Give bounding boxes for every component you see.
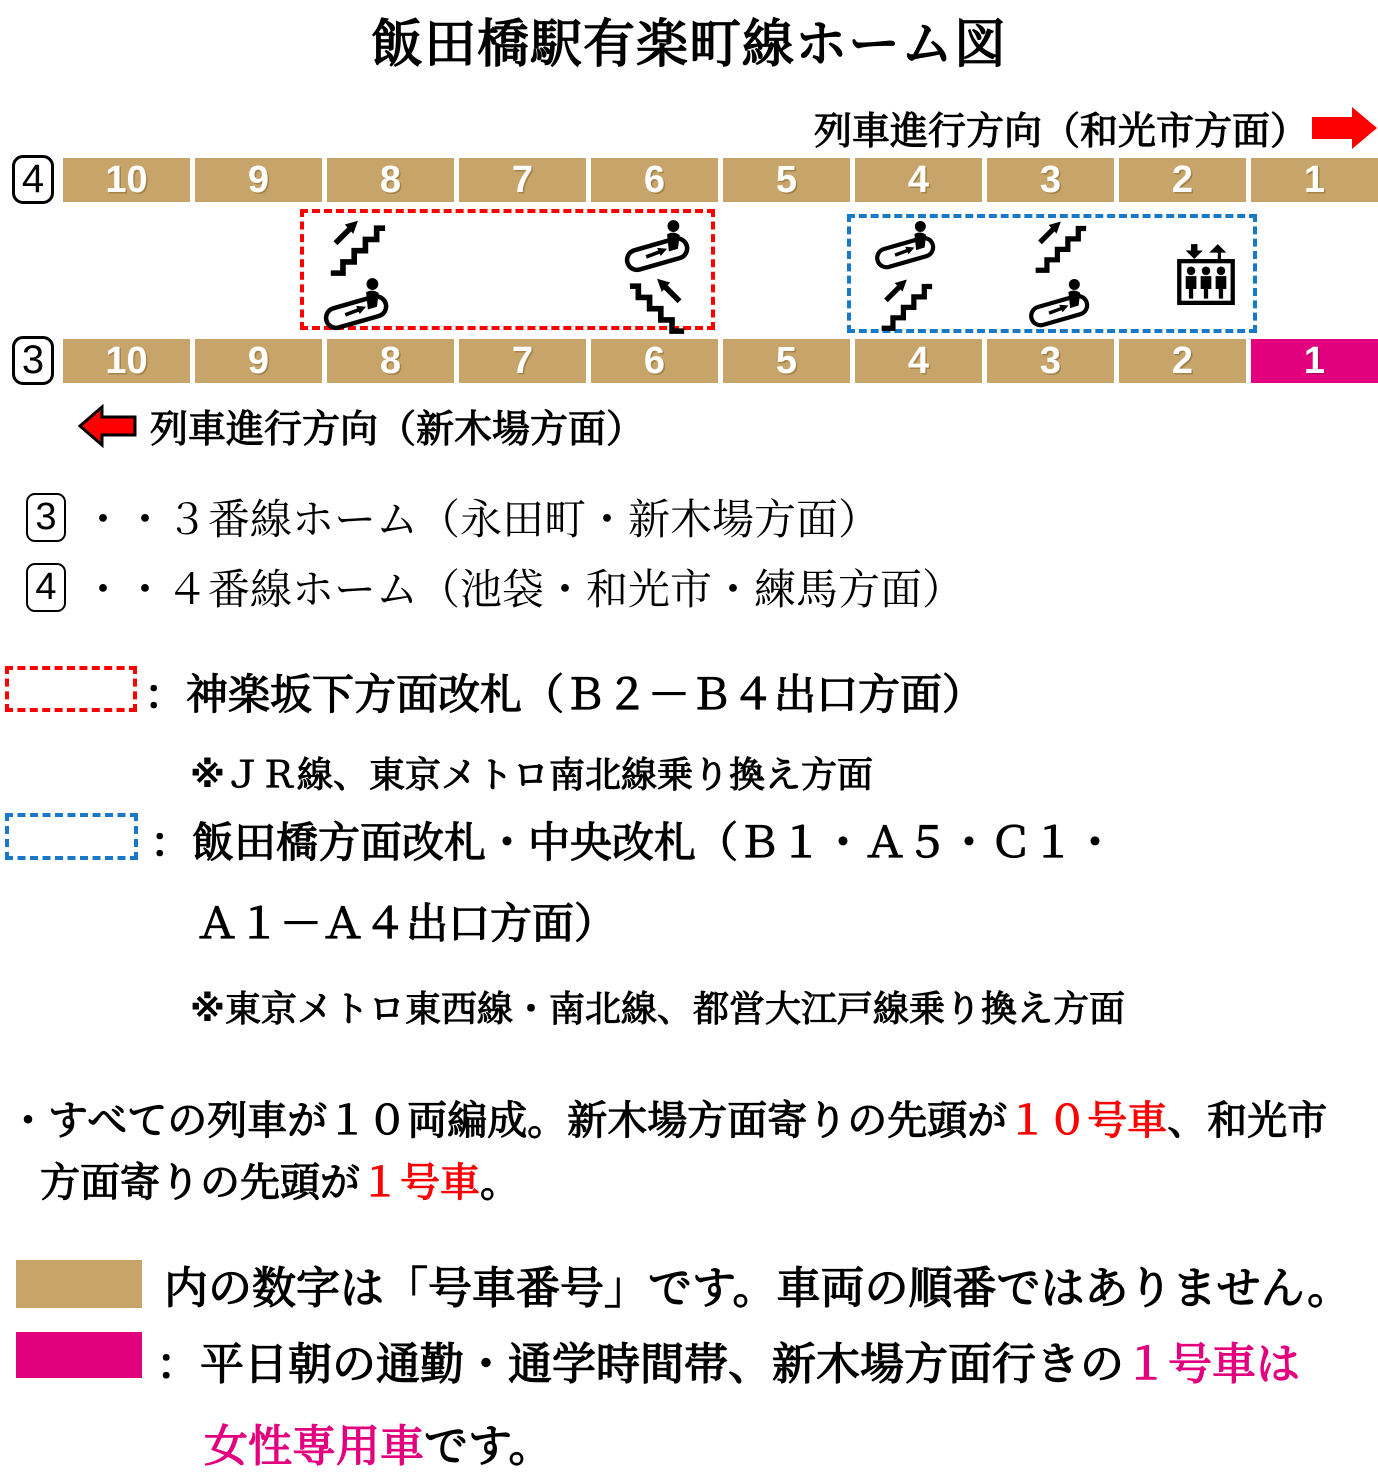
women-note-highlight: 女性専用車	[204, 1422, 424, 1471]
red-gate-title: ：神楽坂下方面改札（Ｂ２－Ｂ４出口方面）	[144, 671, 985, 718]
car-cell: 1	[1251, 158, 1378, 202]
women-only-note-line2	[156, 1410, 1300, 1474]
women-note-text: ：平日朝の通勤・通学時間帯、新木場方面行きの	[156, 1340, 1124, 1389]
car-cell: 3	[987, 339, 1114, 383]
blue-gate-title-line1: ：飯田橋方面改札・中央改札（Ｂ１・Ａ５・Ｃ１・	[150, 819, 1117, 866]
stairs-up-icon	[876, 276, 936, 330]
platform3-cars	[63, 339, 1378, 383]
icon-group	[318, 217, 396, 322]
train-note-text: 方面寄りの先頭が	[40, 1161, 360, 1205]
women-only-note-line1	[156, 1328, 1300, 1392]
stairs-up-icon	[628, 275, 688, 333]
direction-shinkiba-label: 列車進行方向（新木場方面）	[150, 409, 645, 451]
direction-wakoshi	[814, 100, 1378, 155]
car-cell: 10	[63, 339, 190, 383]
kagurazaka-gate-zone	[300, 209, 715, 330]
women-only-note-text	[156, 1328, 1300, 1474]
blue-gate-title-line2: Ａ１－Ａ４出口方面）	[196, 900, 617, 947]
page-title: 飯田橋駅有楽町線ホーム図	[370, 16, 1007, 74]
right-arrow-icon	[1312, 106, 1378, 150]
car-cell: 4	[855, 339, 982, 383]
platform3-row	[0, 339, 1378, 383]
escalator-icon	[867, 218, 945, 272]
car-cell: 5	[723, 158, 850, 202]
platform3-legend	[26, 487, 880, 547]
train-note-line1	[8, 1089, 1327, 1146]
car-cell: 6	[591, 158, 718, 202]
women-note-text: です。	[424, 1422, 553, 1471]
escalator-icon	[619, 217, 697, 275]
women-only-car-cell: 1	[1251, 339, 1378, 383]
car-cell: 4	[855, 158, 982, 202]
car-cell: 7	[459, 339, 586, 383]
women-note-highlight: １号車は	[1124, 1340, 1300, 1389]
car-cell: 2	[1119, 339, 1246, 383]
car-cell: 7	[459, 158, 586, 202]
icon-group	[619, 217, 697, 322]
train-note-text: 。	[480, 1161, 520, 1205]
platform4-legend-text: ・・４番線ホーム（池袋・和光市・練馬方面）	[82, 566, 965, 613]
car-cell: 10	[63, 158, 190, 202]
train-note-text: 、和光市	[1167, 1099, 1328, 1143]
red-dashed-legend-swatch	[5, 666, 137, 712]
car-cell: 8	[327, 339, 454, 383]
escalator-icon	[318, 275, 396, 333]
tan-legend-swatch	[16, 1260, 142, 1308]
car-cell: 2	[1119, 158, 1246, 202]
car-number-note-text: 内の数字は「号車番号」です。車両の順番ではありません。	[164, 1264, 1352, 1313]
platform4-row	[0, 158, 1378, 202]
women-only-note	[16, 1328, 1300, 1474]
platform4-badge: 4	[12, 155, 54, 204]
train-note-highlight: １号車	[360, 1161, 480, 1205]
car-cell: 3	[987, 158, 1114, 202]
icon-group	[1021, 218, 1099, 330]
direction-wakoshi-label: 列車進行方向（和光市方面）	[813, 111, 1308, 153]
platform3-legend-text: ・・３番線ホーム（永田町・新木場方面）	[82, 496, 881, 543]
train-note-text: ・すべての列車が１０両編成。新木場方面寄りの先頭が	[8, 1099, 1008, 1143]
car-cell: 6	[591, 339, 718, 383]
escalator-icon	[1021, 276, 1099, 330]
car-cell: 9	[195, 158, 322, 202]
stairs-up-icon	[327, 217, 387, 275]
platform3-legend-badge: 3	[26, 493, 66, 542]
direction-shinkiba	[78, 398, 644, 453]
blue-gate-note: ※東京メトロ東西線・南北線、都営大江戸線乗り換え方面	[190, 988, 1125, 1029]
icon-group	[867, 218, 945, 330]
left-arrow-icon	[78, 405, 136, 447]
platform4-legend-badge: 4	[26, 563, 66, 612]
car-cell: 9	[195, 339, 322, 383]
platform4-legend	[26, 557, 964, 617]
car-cell: 5	[723, 339, 850, 383]
red-gate-note: ※ＪＲ線、東京メトロ南北線乗り換え方面	[190, 754, 873, 795]
stairs-up-icon	[1030, 218, 1090, 272]
iidabashi-gate-zone	[847, 214, 1257, 333]
blue-dashed-legend-swatch	[5, 813, 138, 860]
train-note-highlight: １０号車	[1007, 1099, 1168, 1143]
car-cell: 8	[327, 158, 454, 202]
car-number-note	[16, 1252, 1351, 1316]
pink-legend-swatch	[16, 1332, 142, 1378]
elevator-icon	[1175, 243, 1237, 305]
platform3-badge: 3	[12, 336, 54, 385]
train-note-line2	[40, 1151, 520, 1208]
platform4-cars	[63, 158, 1378, 202]
